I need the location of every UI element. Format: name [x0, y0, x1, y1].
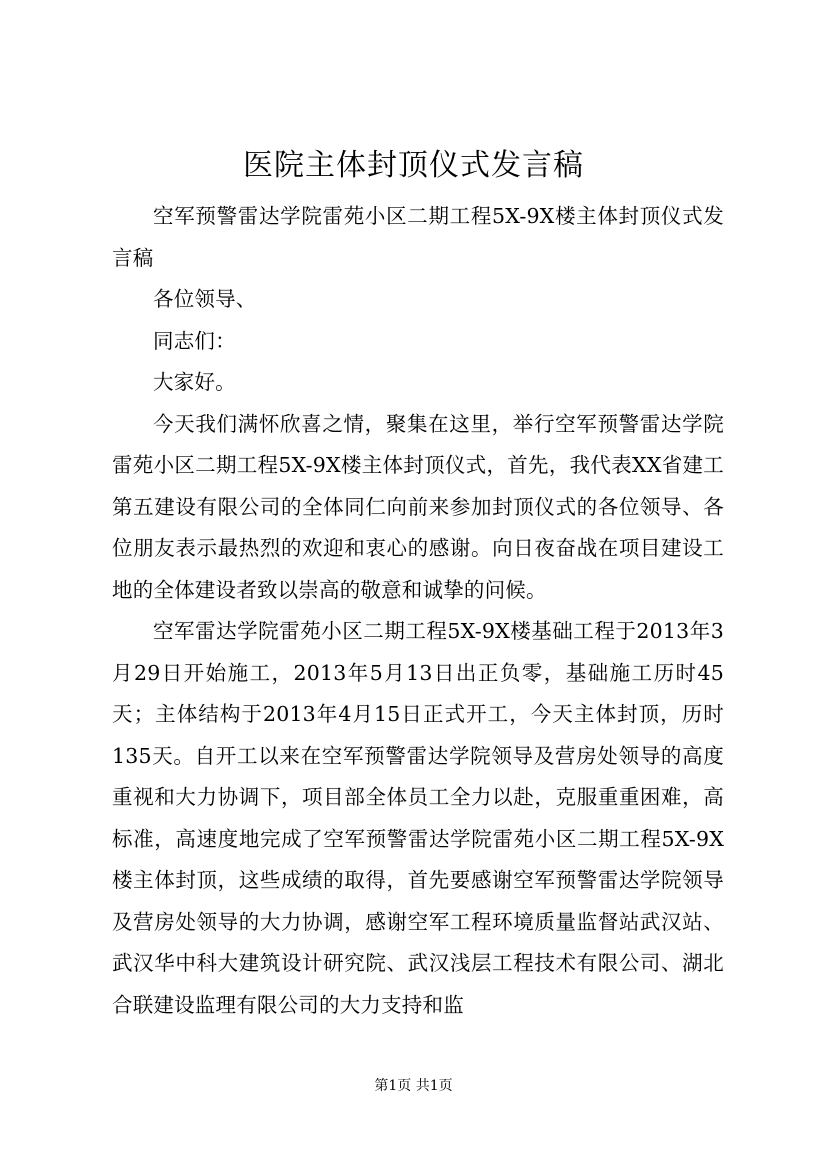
document-body [112, 196, 724, 1026]
paragraph-progress: 空军雷达学院雷苑小区二期工程5X-9X楼基础工程于2013年3月29日开始施工，2013年5月13日出正负零，基础施工历时45天；主体结构于2013年4月15日正式开工，今天主体封顶，历时135天。自开工以来在空军预警雷达学院领导及营房处领导的高度重视和大力协调下，项目部全体员工全力以赴，克服重重困难，高标准，高速度地完成了空军预警雷达学院雷苑小区二期工程5X-9X楼主体封顶，这些成绩的取得，首先要感谢空军预警雷达学院领导及营房处领导的大力协调，感谢空军工程环境质量监督站武汉站、武汉华中科大建筑设计研究院、武汉浅层工程技术有限公司、湖北合联建设监理有限公司的大力支持和监 [112, 619, 724, 1017]
paragraph-salutation-leaders: 各位领导、 [153, 287, 257, 311]
paragraph-greeting: 大家好。 [153, 370, 236, 394]
document-title: 医院主体封顶仪式发言稿 [243, 148, 584, 183]
paragraph-welcome: 今天我们满怀欣喜之情，聚集在这里，举行空军预警雷达学院雷苑小区二期工程5X-9X楼主体封顶仪式，首先，我代表XX省建工第五建设有限公司的全体同仁向前来参加封顶仪式的各位领导、各位朋友表示最热烈的欢迎和衷心的感谢。向日夜奋战在项目建设工地的全体建设者致以崇高的敬意和诚挚的问候。 [112, 411, 724, 602]
paragraph-heading: 空军预警雷达学院雷苑小区二期工程5X-9X楼主体封顶仪式发言稿 [112, 204, 724, 270]
page-footer: 第1页 共1页 [374, 1078, 453, 1094]
paragraph-salutation-comrades: 同志们： [153, 328, 236, 353]
